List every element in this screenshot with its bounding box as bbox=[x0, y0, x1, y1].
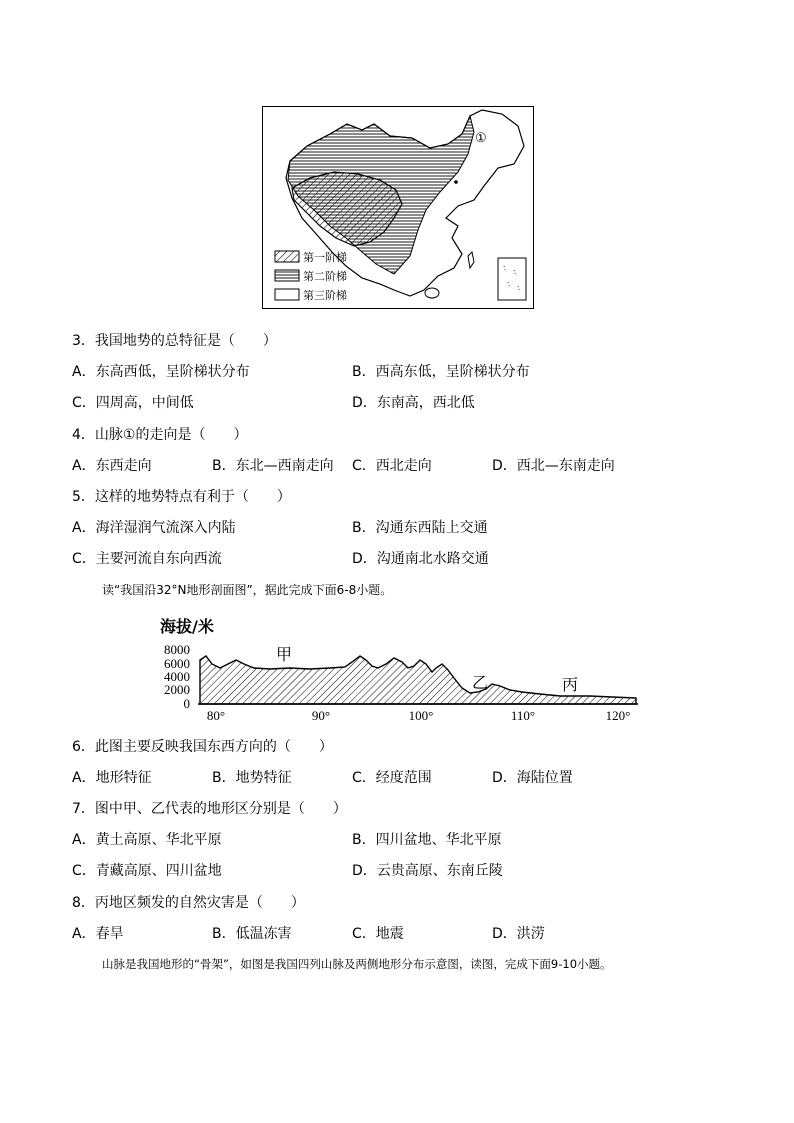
profile-x-tick-120: 120° bbox=[605, 708, 631, 723]
profile-y-tick-2000: 2000 bbox=[164, 682, 190, 697]
question-6-stem: 6．此图主要反映我国东西方向的（ ） bbox=[72, 739, 333, 755]
profile-x-tick-80: 80° bbox=[206, 708, 226, 723]
profile-label-yi: 乙 bbox=[472, 673, 489, 692]
question-6-option-d[interactable]: D．海陆位置 bbox=[492, 770, 573, 786]
question-6-option-a[interactable]: A．地形特征 bbox=[72, 770, 152, 786]
profile-x-tick-110: 110° bbox=[510, 708, 536, 723]
question-3-option-c[interactable]: C．四周高，中间低 bbox=[72, 395, 194, 411]
question-5-option-b[interactable]: B．沟通东西陆上交通 bbox=[352, 520, 488, 536]
legend-label-third-step: 第三阶梯 bbox=[303, 289, 347, 302]
question-8-option-d[interactable]: D．洪涝 bbox=[492, 926, 545, 942]
question-5-option-a[interactable]: A．海洋湿润气流深入内陆 bbox=[72, 520, 236, 536]
instruction-9-10: 山脉是我国地形的“骨架”，如图是我国四列山脉及两侧地形分布示意图，读图，完成下面9-10小题。 bbox=[102, 957, 612, 971]
question-5-option-d[interactable]: D．沟通南北水路交通 bbox=[352, 551, 489, 567]
capital-dot bbox=[454, 180, 458, 184]
legend-swatch-second-step bbox=[275, 270, 299, 281]
question-4-option-a[interactable]: A．东西走向 bbox=[72, 458, 152, 474]
question-4-option-d[interactable]: D．西北—东南走向 bbox=[492, 458, 615, 474]
mountain-callout: ① bbox=[475, 130, 487, 145]
terrain-profile-32n bbox=[150, 612, 650, 724]
profile-y-tick-0: 0 bbox=[183, 696, 190, 711]
question-7-option-b[interactable]: B．四川盆地、华北平原 bbox=[352, 832, 502, 848]
legend-label-first-step: 第一阶梯 bbox=[303, 251, 347, 264]
profile-y-tick-4000: 4000 bbox=[164, 669, 190, 684]
question-4-stem: 4．山脉①的走向是（ ） bbox=[72, 427, 248, 443]
legend-swatch-third-step bbox=[275, 289, 299, 300]
profile-x-tick-100: 100° bbox=[408, 708, 434, 723]
profile-y-axis-title: 海拔/米 bbox=[160, 617, 214, 636]
question-3-stem: 3．我国地势的总特征是（ ） bbox=[72, 333, 277, 349]
question-8-stem: 8．丙地区频发的自然灾害是（ ） bbox=[72, 895, 305, 911]
question-8-option-c[interactable]: C．地震 bbox=[352, 926, 404, 942]
question-8-option-b[interactable]: B．低温冻害 bbox=[212, 926, 292, 942]
question-3-option-a[interactable]: A．东高西低，呈阶梯状分布 bbox=[72, 364, 250, 380]
hainan-island bbox=[425, 288, 439, 298]
profile-x-tick-90: 90° bbox=[311, 708, 331, 723]
question-3-option-d[interactable]: D．东南高，西北低 bbox=[352, 395, 475, 411]
question-8-option-a[interactable]: A．春旱 bbox=[72, 926, 124, 942]
question-7-option-d[interactable]: D．云贵高原、东南丘陵 bbox=[352, 863, 503, 879]
question-6-option-c[interactable]: C．经度范围 bbox=[352, 770, 432, 786]
question-3-option-b[interactable]: B．西高东低，呈阶梯状分布 bbox=[352, 364, 530, 380]
profile-label-jia: 甲 bbox=[276, 645, 293, 664]
legend-swatch-first-step bbox=[275, 251, 299, 262]
question-5-stem: 5．这样的地势特点有利于（ ） bbox=[72, 489, 291, 505]
question-6-option-b[interactable]: B．地势特征 bbox=[212, 770, 292, 786]
instruction-6-8: 读“我国沿32°N地形剖面图”，据此完成下面6-8小题。 bbox=[102, 583, 393, 597]
profile-label-bing: 丙 bbox=[562, 675, 579, 694]
china-terrain-steps-map bbox=[262, 106, 534, 309]
question-7-option-a[interactable]: A．黄土高原、华北平原 bbox=[72, 832, 222, 848]
legend-label-second-step: 第二阶梯 bbox=[303, 270, 347, 283]
south-china-sea-inset bbox=[498, 258, 526, 300]
question-4-option-b[interactable]: B．东北—西南走向 bbox=[212, 458, 334, 474]
question-7-option-c[interactable]: C．青藏高原、四川盆地 bbox=[72, 863, 222, 879]
profile-y-tick-6000: 6000 bbox=[164, 656, 190, 671]
question-4-option-c[interactable]: C．西北走向 bbox=[352, 458, 432, 474]
question-5-option-c[interactable]: C．主要河流自东向西流 bbox=[72, 551, 222, 567]
question-7-stem: 7．图中甲、乙代表的地形区分别是（ ） bbox=[72, 801, 347, 817]
profile-y-tick-8000: 8000 bbox=[164, 642, 190, 657]
